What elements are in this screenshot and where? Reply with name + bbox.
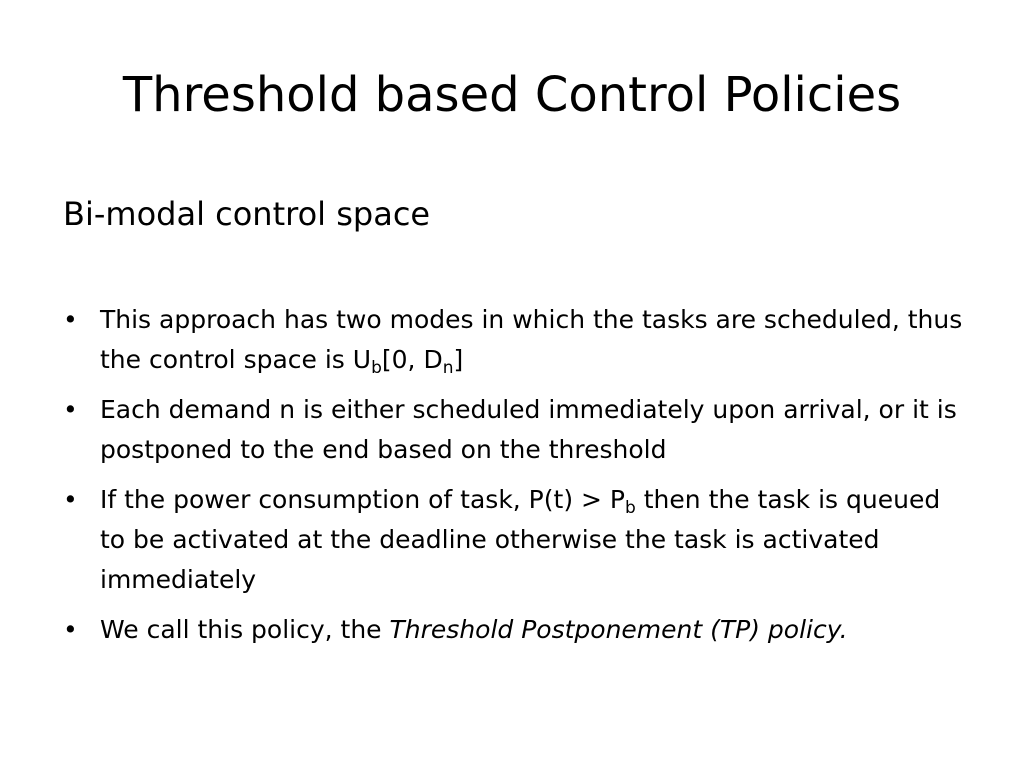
bullet-text: ] [453,345,464,374]
bullet-text: We call this policy, the [100,615,390,644]
subscript: b [371,358,382,378]
bullet-icon: • [63,615,78,644]
bullet-list [63,300,963,660]
bullet-text: [0, D [381,345,443,374]
bullet-text: This approach has two modes in which the tasks are scheduled, thus the control space is U [100,305,963,374]
policy-name: Threshold Postponement (TP) policy. [389,615,848,644]
subscript: b [625,498,636,518]
bullet-text: If the power consumption of task, P(t) > P [100,485,625,514]
slide-title: Threshold based Control Policies [122,67,902,123]
subscript: n [442,358,454,378]
bullet-icon: • [63,395,78,424]
bullet-item [63,300,963,380]
bullet-text: Each demand n is either scheduled immediately upon arrival, or it is postponed to the end based on the threshold [100,395,957,464]
bullet-icon: • [63,305,78,334]
slide-subtitle: Bi-modal control space [63,195,431,233]
bullet-item [63,610,963,650]
bullet-item [63,480,963,600]
bullet-icon: • [63,485,78,514]
bullet-text: then the task is queued to be activated at the deadline otherwise the task is activated immediately [100,485,941,594]
bullet-item [63,390,963,470]
